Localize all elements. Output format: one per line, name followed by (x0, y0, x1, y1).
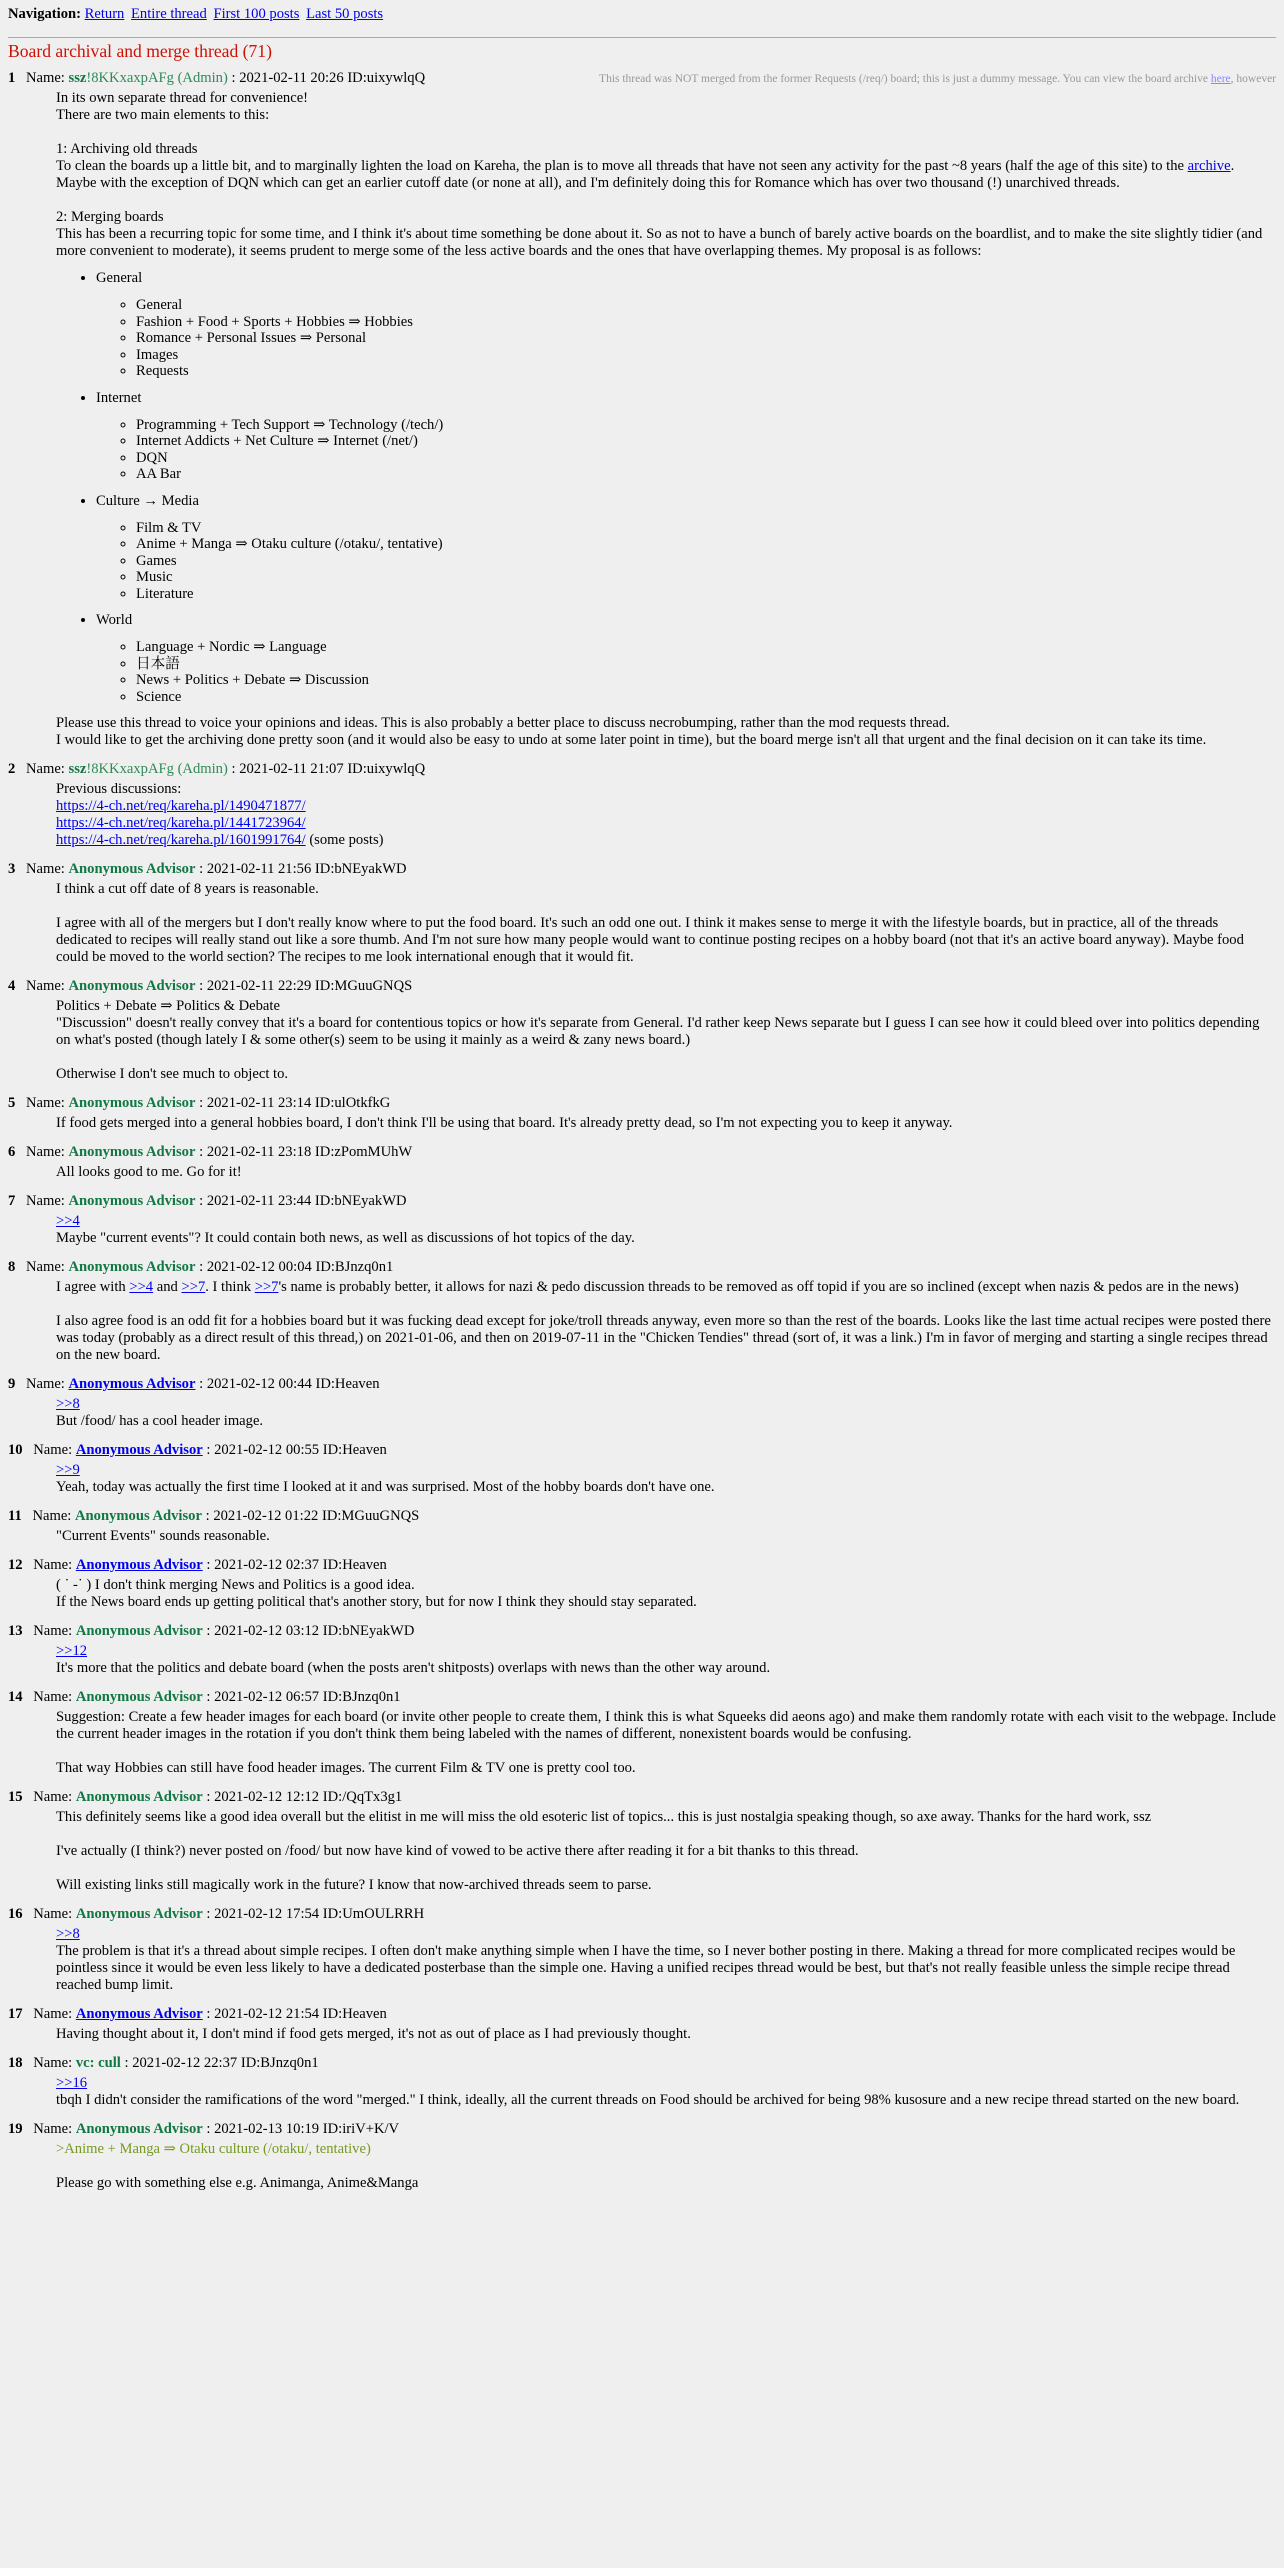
post (8, 2006, 1276, 2043)
separator: : (206, 1623, 211, 1639)
post (8, 1689, 1276, 1777)
board-sublist (96, 520, 1276, 603)
board-group-name: Culture → Media (96, 492, 199, 509)
post-header (8, 70, 1276, 87)
board-item: ◦ Games (136, 553, 1276, 570)
board-item: ◦ Film & TV (136, 520, 1276, 537)
post-text-span: . I think (205, 1279, 255, 1295)
name-label: Name: (25, 1193, 65, 1209)
post-id: ID:Heaven (322, 1442, 387, 1458)
post-text: tbqh I didn't consider the ramifications of the word "merged." I think, ideally, all the current threads on Food should be archived for being 98% kusosure and a new recipe thread started on the new board. (56, 2092, 1240, 2108)
separator: : (199, 1095, 204, 1111)
separator: : (199, 1193, 204, 1209)
post-text-span: I agree with (56, 1279, 130, 1295)
archive-notice (599, 71, 1276, 88)
post-id: ID:ulOtkfkG (314, 1095, 391, 1111)
board-item: ◦ General (136, 297, 1276, 314)
name-label: Name: (33, 1623, 73, 1639)
separator: : (199, 1259, 204, 1275)
archive-here-link[interactable]: here (1210, 73, 1231, 85)
reply-reference-link[interactable]: >>7 (181, 1279, 206, 1295)
post-text: Will existing links still magically work in the future? I know that now-archived threads seem to parse. (56, 1877, 652, 1893)
post-text: But /food/ has a cool header image. (56, 1413, 264, 1429)
poster-name-link[interactable]: Anonymous Advisor (75, 1442, 203, 1458)
name-label: Name: (32, 1508, 72, 1524)
post-id: ID:Heaven (322, 2006, 387, 2022)
post-date: 2021-02-11 21:07 (239, 761, 344, 777)
post-header (8, 2006, 1276, 2023)
board-sublist (96, 297, 1276, 380)
reply-reference-link[interactable]: >>8 (56, 1396, 80, 1412)
reply-reference-link[interactable]: >>9 (56, 1462, 80, 1478)
post-id: ID:bNEyakWD (322, 1623, 415, 1639)
post-text (56, 158, 1276, 192)
poster-name-link[interactable]: Anonymous Advisor (68, 1376, 196, 1392)
poster-name: Anonymous Advisor (68, 1259, 196, 1275)
board-item: ◦ Programming + Tech Support ⇒ Technology (/tech/) (136, 417, 1276, 434)
post-id: ID:BJnzq0n1 (322, 1689, 401, 1705)
separator: : (206, 1906, 211, 1922)
post-text: I've actually (I think?) never posted on /food/ but now have kind of vowed to be active there after reading it for a bit thanks to this thread. (56, 1843, 859, 1859)
post (8, 1376, 1276, 1430)
nav-first-100-link[interactable]: First 100 posts (213, 6, 300, 22)
post-id: ID:BJnzq0n1 (240, 2055, 319, 2071)
post-date: 2021-02-11 23:14 (206, 1095, 312, 1111)
post-text: Maybe "current events"? It could contain both news, as well as discussions of hot topics of the day. (56, 1230, 635, 1246)
poster-name: vc: cull (75, 2055, 121, 2071)
post-id: ID:bNEyakWD (314, 861, 407, 877)
archive-notice-tail: , however (1230, 73, 1276, 85)
post-text: Otherwise I don't see much to object to. (56, 1066, 289, 1082)
name-label: Name: (25, 978, 65, 994)
post-header (8, 978, 1276, 995)
post-number[interactable]: 3 (8, 861, 16, 877)
post-number[interactable]: 7 (8, 1193, 16, 1209)
poster-name: Anonymous Advisor (75, 1508, 202, 1524)
post-header (8, 2121, 1276, 2138)
post-number[interactable]: 11 (8, 1508, 22, 1524)
post-date: 2021-02-12 21:54 (214, 2006, 320, 2022)
post-text: All looks good to me. Go for it! (56, 1164, 242, 1180)
separator: : (199, 861, 204, 877)
post-text: If food gets merged into a general hobbies board, I don't think I'll be using that board. It's already pretty dead, so I'm not expecting you to keep it anyway. (56, 1115, 953, 1131)
post (8, 1789, 1276, 1894)
name-label: Name: (25, 761, 65, 777)
post-body (56, 1709, 1276, 1777)
post (8, 978, 1276, 1083)
divider (8, 37, 1276, 38)
post-body (56, 1279, 1276, 1364)
post-number[interactable]: 18 (8, 2055, 23, 2071)
post (8, 1193, 1276, 1247)
post-body (56, 1115, 1276, 1132)
post-date: 2021-02-12 22:37 (132, 2055, 238, 2071)
poster-name: Anonymous Advisor (75, 1689, 203, 1705)
post-id: ID:uixywlqQ (347, 70, 426, 86)
separator: : (206, 1557, 211, 1573)
name-label: Name: (25, 861, 65, 877)
post-number[interactable]: 15 (8, 1789, 23, 1805)
board-item: ◦ Internet Addicts + Net Culture ⇒ Internet (/net/) (136, 433, 1276, 450)
post-header (8, 1689, 1276, 1706)
post-header (8, 1623, 1276, 1640)
post (8, 1144, 1276, 1181)
post-body (56, 1926, 1276, 1994)
post (8, 1557, 1276, 1611)
post-date: 2021-02-12 01:22 (213, 1508, 319, 1524)
post (8, 1442, 1276, 1496)
post-text: Politics + Debate ⇒ Politics & Debate (56, 998, 280, 1014)
post-body (56, 1809, 1276, 1894)
post-number[interactable]: 5 (8, 1095, 16, 1111)
thread-title: Board archival and merge thread (71) (8, 41, 272, 61)
post-text: I also agree food is an odd fit for a hobbies board but it was fucking dead except for joke/troll threads anyway, even more so than the rest of the boards. Looks like the last time actual recipes were posted there was today (probably as a direct result of this thread,) on 2021-01-06, and then on 2019-07-11 in the "Chicken Tendies" thread (sort of, it was a link.) I'm in favor of merging and starting a single recipes thread on the new board. (56, 1313, 1271, 1363)
post-body (56, 90, 1276, 749)
post-text: In its own separate thread for convenience! (56, 90, 309, 106)
post-number[interactable]: 1 (8, 70, 16, 86)
post-text: "Discussion" doesn't really convey that it's a board for contentious topics or how it's separate from General. I'd rather keep News separate but I guess I can see how it could bleed over into politics depending on what's posted (though lately I & some other(s) seem to be using it mainly as a weird & zany news board.) (56, 1015, 1260, 1048)
post-body (56, 781, 1276, 849)
poster-name-link[interactable]: Anonymous Advisor (75, 1557, 203, 1573)
post (8, 1259, 1276, 1364)
post-date: 2021-02-12 00:44 (206, 1376, 312, 1392)
post-id: ID:BJnzq0n1 (315, 1259, 394, 1275)
post-header (8, 861, 1276, 878)
nav-last-50-link[interactable]: Last 50 posts (306, 6, 384, 22)
navigation-bar (8, 6, 1276, 23)
poster-name: Anonymous Advisor (68, 861, 196, 877)
post-header (8, 1259, 1276, 1276)
post-body (56, 1528, 1276, 1545)
post-text: This has been a recurring topic for some time, and I think it's about time something be done about it. So as not to have a bunch of barely active boards on the boardlist, and to make the site slightly tidier (and more convenient to moderate), it seems prudent to merge some of the less active boards and the ones that have overlapping themes. My proposal is as follows: (56, 226, 1263, 259)
post-number[interactable]: 16 (8, 1906, 23, 1922)
post-text: Suggestion: Create a few header images for each board (or invite other people to create them, I think this is what Squeeks did aeons ago) and make them randomly rotate with each visit to the webpage. Include the current header images in the rotation if you don't think them being labeled with the names of different, nonexistent boards would be confusing. (56, 1709, 1276, 1742)
reply-reference-link[interactable]: >>8 (56, 1926, 80, 1942)
post-date: 2021-02-11 23:18 (206, 1144, 312, 1160)
separator: : (199, 1376, 204, 1392)
post-date: 2021-02-12 17:54 (214, 1906, 320, 1922)
board-group (96, 493, 1276, 603)
post-text (56, 1279, 1276, 1296)
post-body (56, 998, 1276, 1083)
post-body (56, 1164, 1276, 1181)
post-text: This definitely seems like a good idea overall but the elitist in me will miss the old esoteric list of topics... this is just nostalgia speaking though, so axe away. Thanks for the hard work, ssz (56, 1809, 1152, 1825)
poster-name: Anonymous Advisor (75, 1789, 203, 1805)
post-header (8, 1095, 1276, 1112)
post-text: The problem is that it's a thread about simple recipes. I often don't make anything simple when I have the time, so I never bother posting in there. Making a thread for more complicated recipes would be pointless since it would be even less likely to have a dedicated posterbase than the simple one. Having a unified recipes thread would be best, but that's not really feasible unless the simple recipe thread reached bump limit. (56, 1943, 1236, 1993)
post-text: If the News board ends up getting political that's another story, but for now I think they should stay separated. (56, 1594, 697, 1610)
board-item: ◦ News + Politics + Debate ⇒ Discussion (136, 672, 1276, 689)
post-header (8, 1442, 1276, 1459)
post (8, 1095, 1276, 1132)
poster-name: Anonymous Advisor (68, 1144, 196, 1160)
post-header (8, 761, 1276, 778)
post-date: 2021-02-11 21:56 (206, 861, 312, 877)
separator: : (206, 1789, 211, 1805)
board-group (96, 390, 1276, 483)
archive-notice-text: This thread was NOT merged from the former Requests (/req/) board; this is just a dummy message. You can view the board archive (599, 73, 1208, 85)
poster-name: Anonymous Advisor (75, 1623, 203, 1639)
quote-text: >Anime + Manga ⇒ Otaku culture (/otaku/, tentative) (56, 2141, 371, 2157)
name-label: Name: (33, 1789, 73, 1805)
separator: : (199, 978, 204, 994)
board-item: ◦ Music (136, 569, 1276, 586)
post-text: I would like to get the archiving done pretty soon (and it would also be easy to undo at some later point in time), but the board merge isn't all that urgent and the final decision on it can take its time. (56, 732, 1207, 748)
post-body (56, 881, 1276, 966)
post-body (56, 1577, 1276, 1611)
board-group-name: World (96, 612, 133, 628)
board-group-name: Internet (96, 389, 142, 406)
poster-name: ssz (68, 761, 87, 777)
nav-entire-thread-link[interactable]: Entire thread (131, 6, 207, 22)
post-number[interactable]: 13 (8, 1623, 23, 1639)
post (8, 861, 1276, 966)
post-number[interactable]: 4 (8, 978, 16, 994)
post-id: ID:Heaven (322, 1557, 387, 1573)
post-header (8, 1508, 1276, 1525)
post-date: 2021-02-12 02:37 (214, 1557, 320, 1573)
post-date: 2021-02-13 10:19 (214, 2121, 320, 2137)
poster-name: Anonymous Advisor (75, 1906, 203, 1922)
discussion-link[interactable]: https://4-ch.net/req/kareha.pl/1490471877/ (56, 798, 306, 814)
section-title: 2: Merging boards (56, 209, 164, 225)
post-body (56, 2141, 1276, 2192)
separator: : (206, 1442, 211, 1458)
post-text: I think a cut off date of 8 years is reasonable. (56, 881, 319, 897)
post-number[interactable]: 19 (8, 2121, 23, 2137)
board-item: ◦ AA Bar (136, 466, 1276, 483)
separator: : (206, 2121, 211, 2137)
name-label: Name: (25, 70, 65, 86)
poster-name: Anonymous Advisor (68, 1095, 196, 1111)
name-label: Name: (25, 1259, 65, 1275)
poster-trip: !8KKxaxpAFg (Admin) (86, 70, 228, 86)
reply-reference-link[interactable]: >>7 (254, 1279, 279, 1295)
post-id: ID:iriV+K/V (322, 2121, 400, 2137)
poster-name: Anonymous Advisor (75, 2121, 203, 2137)
board-item: ◦ Requests (136, 363, 1276, 380)
post-date: 2021-02-11 23:44 (206, 1193, 312, 1209)
post-id: ID:/QqTx3g1 (322, 1789, 403, 1805)
post-id: ID:UmOULRRH (322, 1906, 425, 1922)
reply-reference-link[interactable]: >>4 (129, 1279, 154, 1295)
board-sublist (96, 417, 1276, 483)
board-item: ◦ Romance + Personal Issues ⇒ Personal (136, 330, 1276, 347)
name-label: Name: (33, 2006, 73, 2022)
board-group (96, 612, 1276, 705)
poster-name: ssz (68, 70, 87, 86)
post (8, 70, 1276, 749)
poster-name-link[interactable]: Anonymous Advisor (75, 2006, 203, 2022)
name-label: Name: (33, 1442, 73, 1458)
separator: : (206, 1689, 211, 1705)
separator: : (231, 761, 236, 777)
post-number[interactable]: 8 (8, 1259, 16, 1275)
post-number[interactable]: 17 (8, 2006, 23, 2022)
post-text: Yeah, today was actually the first time I looked at it and was surprised. Most of the hobby boards don't have one. (56, 1479, 715, 1495)
post-body (56, 2075, 1276, 2109)
separator: : (206, 2006, 211, 2022)
post-number[interactable]: 12 (8, 1557, 23, 1573)
post (8, 1508, 1276, 1545)
post-text: ( ˙ -˙ ) I don't think merging News and Politics is a good idea. (56, 1577, 415, 1593)
nav-return-link[interactable]: Return (84, 6, 125, 22)
board-item: ◦ Anime + Manga ⇒ Otaku culture (/otaku/, tentative) (136, 536, 1276, 553)
post-date: 2021-02-11 22:29 (206, 978, 312, 994)
post-body (56, 1462, 1276, 1496)
post-text-span: To clean the boards up a little bit, and to marginally lighten the load on Kareha, the plan is to move all threads that have not seen any activity for the past ~8 years (half the age of this site) to the (56, 158, 1184, 174)
name-label: Name: (33, 2121, 73, 2137)
board-item: ◦ 日本語 (136, 656, 1276, 673)
post-header (8, 2055, 1276, 2072)
post-text: Please use this thread to voice your opinions and ideas. This is also probably a better place to discuss necrobumping, rather than the mod requests thread. (56, 715, 950, 731)
post-id: ID:uixywlqQ (347, 761, 426, 777)
reply-reference-link[interactable]: >>12 (56, 1643, 88, 1659)
post-number[interactable]: 6 (8, 1144, 16, 1160)
name-label: Name: (33, 1557, 73, 1573)
post-text-span: (some posts) (305, 832, 384, 848)
post-text: "Current Events" sounds reasonable. (56, 1528, 270, 1544)
post-text: That way Hobbies can still have food header images. The current Film & TV one is pretty cool too. (56, 1760, 636, 1776)
board-item: ◦ Literature (136, 586, 1276, 603)
post-body (56, 1213, 1276, 1247)
poster-name: Anonymous Advisor (68, 978, 196, 994)
post-header (8, 1144, 1276, 1161)
post-text: I agree with all of the mergers but I don't really know where to put the food board. It's such an odd one out. I think it makes sense to merge it with the lifestyle boards, but in practice, all of the threads dedicated to recipes will really stand out like a sore thumb. And I'm not sure how many people would want to continue posting recipes on a hobby board (not that it's an active board anyway). Maybe food could be moved to the world section? The recipes to me look international enough that it would fit. (56, 915, 1244, 965)
post-number[interactable]: 9 (8, 1376, 16, 1392)
post-text-span: 's name is probably better, it allows for nazi & pedo discussion threads to be removed as off topid if you are so inclined (except when nazis & pedos are in the news) (278, 1279, 1239, 1295)
separator: : (231, 70, 236, 86)
post (8, 761, 1276, 849)
name-label: Name: (25, 1095, 65, 1111)
board-item: ◦ Images (136, 347, 1276, 364)
separator: : (124, 2055, 129, 2071)
post (8, 2121, 1276, 2192)
post-body (56, 1643, 1276, 1677)
separator: : (205, 1508, 210, 1524)
discussion-link[interactable]: https://4-ch.net/req/kareha.pl/1601991764/ (56, 832, 306, 848)
post-number[interactable]: 10 (8, 1442, 23, 1458)
post-id: ID:MGuuGNQS (314, 978, 413, 994)
post-date: 2021-02-11 20:26 (239, 70, 344, 86)
board-item: ◦ Science (136, 689, 1276, 706)
post-id: ID:bNEyakWD (314, 1193, 407, 1209)
post-header (8, 1789, 1276, 1806)
archive-link[interactable]: archive (1187, 158, 1231, 174)
section-title: 1: Archiving old threads (56, 141, 198, 157)
name-label: Name: (33, 1689, 73, 1705)
name-label: Name: (25, 1376, 65, 1392)
board-group (96, 270, 1276, 380)
post-text-span: . Maybe with the exception of DQN which can get an earlier cutoff date (or none at all), and I'm definitely doing this for Romance which has over two thousand (!) unarchived threads. (56, 158, 1235, 191)
post-text: Having thought about it, I don't mind if food gets merged, it's not as out of place as I had previously thought. (56, 2026, 691, 2042)
post-date: 2021-02-12 03:12 (214, 1623, 320, 1639)
poster-trip: !8KKxaxpAFg (Admin) (86, 761, 228, 777)
post-date: 2021-02-12 00:04 (206, 1259, 312, 1275)
post-text: It's more that the politics and debate board (when the posts aren't shitposts) overlaps with news than the other way around. (56, 1660, 771, 1676)
board-item: ◦ DQN (136, 450, 1276, 467)
post-text-span: and (153, 1279, 182, 1295)
post-text: Previous discussions: (56, 781, 182, 797)
name-label: Name: (25, 1144, 65, 1160)
post-text: Please go with something else e.g. Animanga, Anime&Manga (56, 2175, 419, 2191)
discussion-link[interactable]: https://4-ch.net/req/kareha.pl/1441723964/ (56, 815, 306, 831)
board-proposal-list (56, 270, 1276, 705)
post-header (8, 1376, 1276, 1393)
post-text: There are two main elements to this: (56, 107, 270, 123)
board-group-name: General (96, 270, 143, 286)
poster-name: Anonymous Advisor (68, 1193, 196, 1209)
post-header (8, 1557, 1276, 1574)
post-date: 2021-02-12 12:12 (214, 1789, 320, 1805)
post (8, 2055, 1276, 2109)
post-date: 2021-02-12 06:57 (214, 1689, 320, 1705)
post-date: 2021-02-12 00:55 (214, 1442, 320, 1458)
post (8, 1623, 1276, 1677)
post-id: ID:Heaven (315, 1376, 380, 1392)
post-id: ID:zPomMUhW (314, 1144, 413, 1160)
post-id: ID:MGuuGNQS (321, 1508, 420, 1524)
separator: : (199, 1144, 204, 1160)
board-item: ◦ Language + Nordic ⇒ Language (136, 639, 1276, 656)
board-item: ◦ Fashion + Food + Sports + Hobbies ⇒ Hobbies (136, 314, 1276, 331)
name-label: Name: (33, 1906, 73, 1922)
post-number[interactable]: 2 (8, 761, 16, 777)
post (8, 1906, 1276, 1994)
reply-reference-link[interactable]: >>16 (56, 2075, 88, 2091)
post-body (56, 1396, 1276, 1430)
post-number[interactable]: 14 (8, 1689, 23, 1705)
post-body (56, 2026, 1276, 2043)
board-sublist (96, 639, 1276, 705)
post-header (8, 1193, 1276, 1210)
post-header (8, 1906, 1276, 1923)
navigation-label: Navigation: (8, 6, 81, 22)
reply-reference-link[interactable]: >>4 (56, 1213, 80, 1229)
name-label: Name: (33, 2055, 73, 2071)
